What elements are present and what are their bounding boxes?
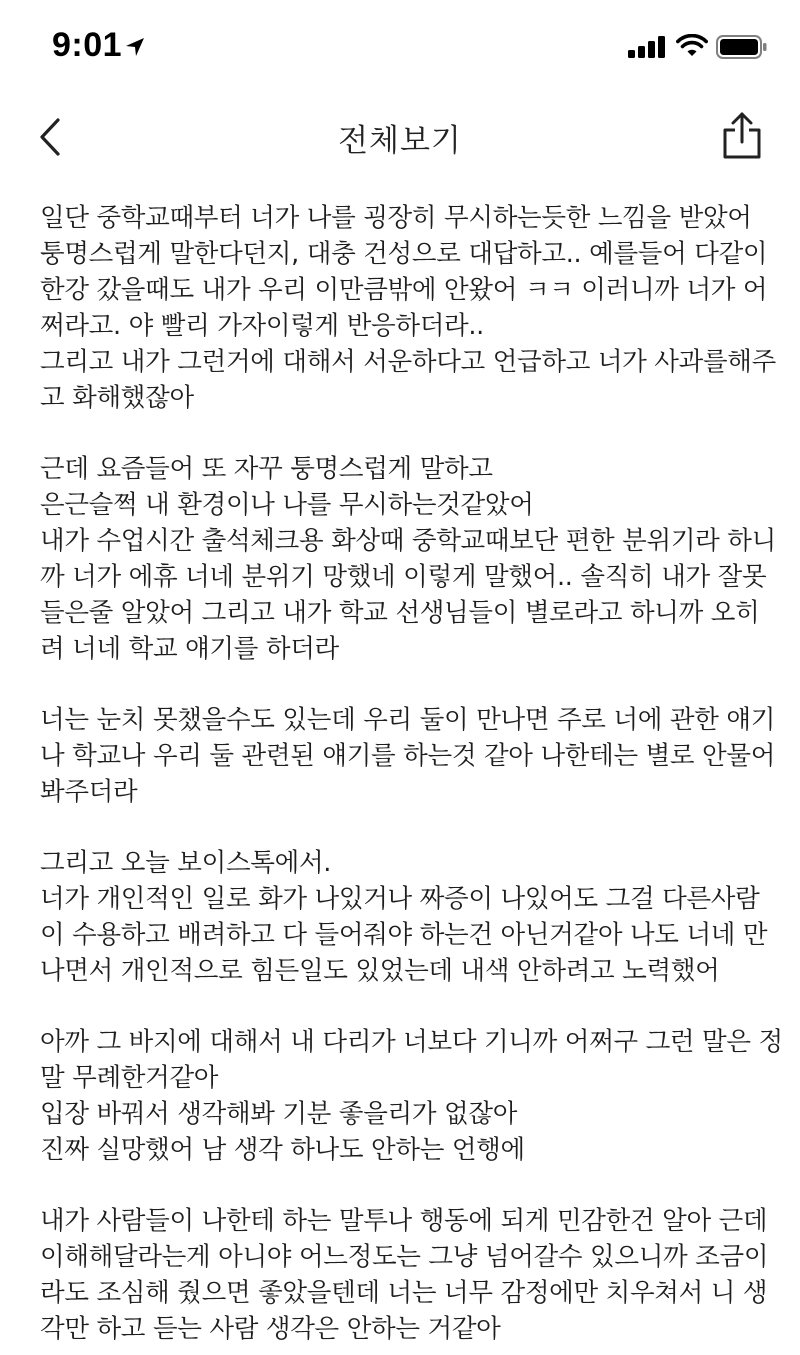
paragraph-gap: [40, 810, 770, 845]
location-arrow-icon: [124, 36, 146, 58]
message-line: 봐주더라: [40, 777, 138, 807]
message-line: 은근슬쩍 내 환경이나 나를 무시하는것같았어: [40, 490, 534, 520]
message-line: 나면서 개인적으로 힘든일도 있었는데 내색 안하려고 노력했어: [40, 956, 720, 986]
share-icon: [718, 110, 766, 162]
message-line: 라도 조심해 줬으면 좋았을텐데 너는 너무 감정에만 치우쳐서 니 생: [40, 1278, 768, 1308]
message-line: 각만 하고 듣는 사람 생각은 안하는 거같아: [40, 1314, 501, 1344]
message-line: 려 너네 학교 얘기를 하더라: [40, 634, 339, 664]
message-line: 쩌라고. 야 빨리 가자이렇게 반응하더라..: [40, 311, 484, 341]
message-line: 너는 눈치 못챘을수도 있는데 우리 둘이 만나면 주로 너에 관한 얘기: [40, 705, 776, 735]
paragraph-gap: [40, 989, 770, 1024]
battery-icon: [716, 35, 768, 59]
message-line: 고 화해했잖아: [40, 383, 194, 413]
status-bar: [0, 0, 800, 100]
message-body: [40, 200, 783, 1347]
message-line: 이해해달라는게 아니야 어느정도는 그냥 넘어갈수 있으니까 조금이: [40, 1242, 769, 1272]
message-line: 입장 바꿔서 생각해봐 기분 좋을리가 없잖아: [40, 1099, 518, 1129]
message-line: 너가 개인적인 일로 화가 나있거나 짜증이 나있어도 그걸 다른사람: [40, 884, 760, 914]
message-line: 그리고 오늘 보이스톡에서.: [40, 848, 332, 878]
message-line: 들은줄 알았어 그리고 내가 학교 선생님들이 별로라고 하니까 오히: [40, 598, 760, 628]
message-line: 일단 중학교때부터 너가 나를 굉장히 무시하는듯한 느낌을 받았어: [40, 203, 752, 233]
paragraph-gap: [40, 416, 770, 451]
message-line: 까 너가 에휴 너네 분위기 망했네 이렇게 말했어.. 솔직히 내가 잘못: [40, 562, 767, 592]
message-line: 나 학교나 우리 둘 관련된 얘기를 하는것 같아 나한테는 별로 안물어: [40, 741, 776, 771]
paragraph-gap: [40, 1168, 770, 1203]
share-button[interactable]: [718, 110, 766, 162]
message-line: 내가 수업시간 출석체크용 화상때 중학교때보단 편한 분위기라 하니: [40, 526, 776, 556]
message-line: 진짜 실망했어 남 생각 하나도 안하는 언행에: [40, 1135, 525, 1165]
message-line: 근데 요즘들어 또 자꾸 퉁명스럽게 말하고: [40, 454, 493, 484]
message-line: 그리고 내가 그런거에 대해서 서운하다고 언급하고 너가 사과를해주: [40, 347, 776, 377]
message-line: 퉁명스럽게 말한다던지, 대충 건성으로 대답하고.. 예를들어 다같이: [40, 239, 768, 269]
message-line: 이 수용하고 배려하고 다 들어줘야 하는건 아닌거같아 나도 너네 만: [40, 920, 768, 950]
message-line: 아까 그 바지에 대해서 내 다리가 너보다 기니까 어쩌구 그런 말은 정: [40, 1027, 783, 1057]
message-line: 내가 사람들이 나한테 하는 말투나 행동에 되게 민감한건 알아 근데: [40, 1206, 768, 1236]
wifi-icon: [676, 34, 708, 58]
status-time: 9:01: [52, 26, 123, 64]
cellular-signal-icon: [628, 36, 666, 58]
message-line: 말 무례한거같아: [40, 1063, 219, 1093]
paragraph-gap: [40, 667, 770, 702]
message-line: 한강 갔을때도 내가 우리 이만큼밖에 안왔어 ㅋㅋ 이러니까 너가 어: [40, 275, 768, 305]
navigation-bar: [0, 100, 800, 180]
page-title: 전체보기: [338, 123, 462, 159]
